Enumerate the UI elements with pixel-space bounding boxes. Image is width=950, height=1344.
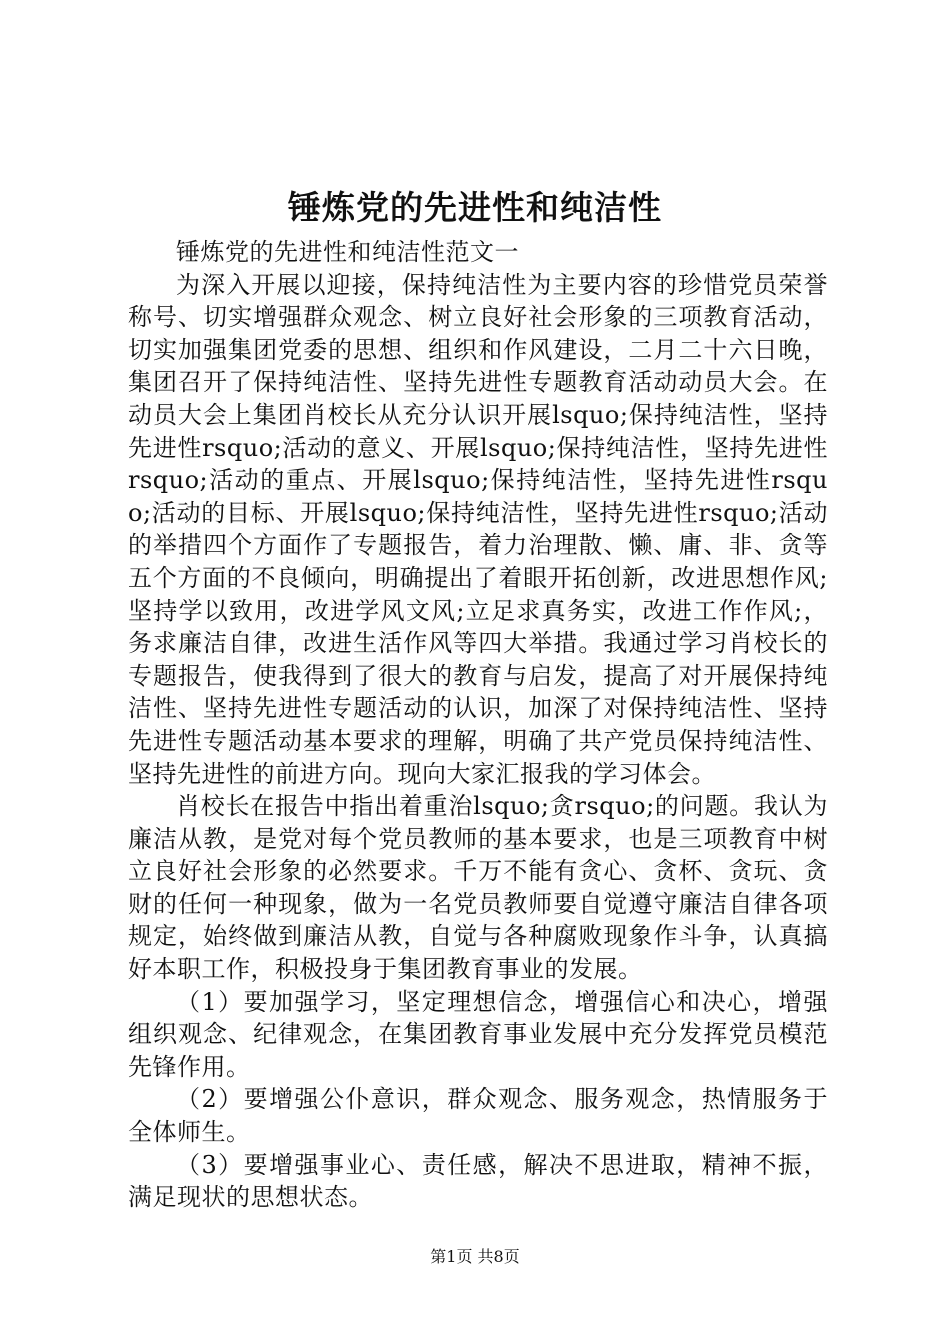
list-item-2: （2）要增强公仆意识，群众观念、服务观念，热情服务于全体师生。 [128, 1085, 828, 1147]
document-body [128, 236, 828, 1214]
page-number: 第1页 共8页 [430, 1247, 520, 1266]
body-paragraph-1: 为深入开展以迎接，保持纯洁性为主要内容的珍惜党员荣誉称号、切实增强群众观念、树立良好社会形象的三项教育活动，切实加强集团党委的思想、组织和作风建设，二月二十六日晚，集团召开了保持纯洁性、坚持先进性专题教育活动动员大会。在动员大会上集团肖校长从充分认识开展lsquo;保持纯洁性，坚持先进性rsquo;活动的意义、开展lsquo;保持纯洁性，坚持先进性rsquo;活动的重点、开展lsquo;保持纯洁性，坚持先进性rsquo;活动的目标、开展lsquo;保持纯洁性，坚持先进性rsquo;活动的举措四个方面作了专题报告，着力治理散、懒、庸、非、贪等五个方面的不良倾向，明确提出了着眼开拓创新，改进思想作风;坚持学以致用，改进学风文风;立足求真务实，改进工作作风;，务求廉洁自律，改进生活作风等四大举措。我通过学习肖校长的专题报告，使我得到了很大的教育与启发，提高了对开展保持纯洁性、坚持先进性专题活动的认识，加深了对保持纯洁性、坚持先进性专题活动基本要求的理解，明确了共产党员保持纯洁性、坚持先进性的前进方向。现向大家汇报我的学习体会。 [128, 270, 828, 788]
body-paragraph-2: 肖校长在报告中指出着重治lsquo;贪rsquo;的问题。我认为廉洁从教，是党对每个党员教师的基本要求，也是三项教育中树立良好社会形象的必然要求。千万不能有贪心、贪杯、贪玩、贪财的任何一种现象，做为一名党员教师要自觉遵守廉洁自律各项规定，始终做到廉洁从教，自觉与各种腐败现象作斗争，认真搞好本职工作，积极投身于集团教育事业的发展。 [128, 792, 828, 984]
list-item-1: （1）要加强学习，坚定理想信念，增强信心和决心，增强组织观念、纪律观念，在集团教育事业发展中充分发挥党员模范先锋作用。 [128, 987, 828, 1081]
document-title: 锤炼党的先进性和纯洁性 [288, 188, 662, 227]
document-subtitle: 锤炼党的先进性和纯洁性范文一 [176, 238, 519, 266]
list-item-3: （3）要增强事业心、责任感，解决不思进取，精神不振，满足现状的思想状态。 [128, 1150, 828, 1212]
